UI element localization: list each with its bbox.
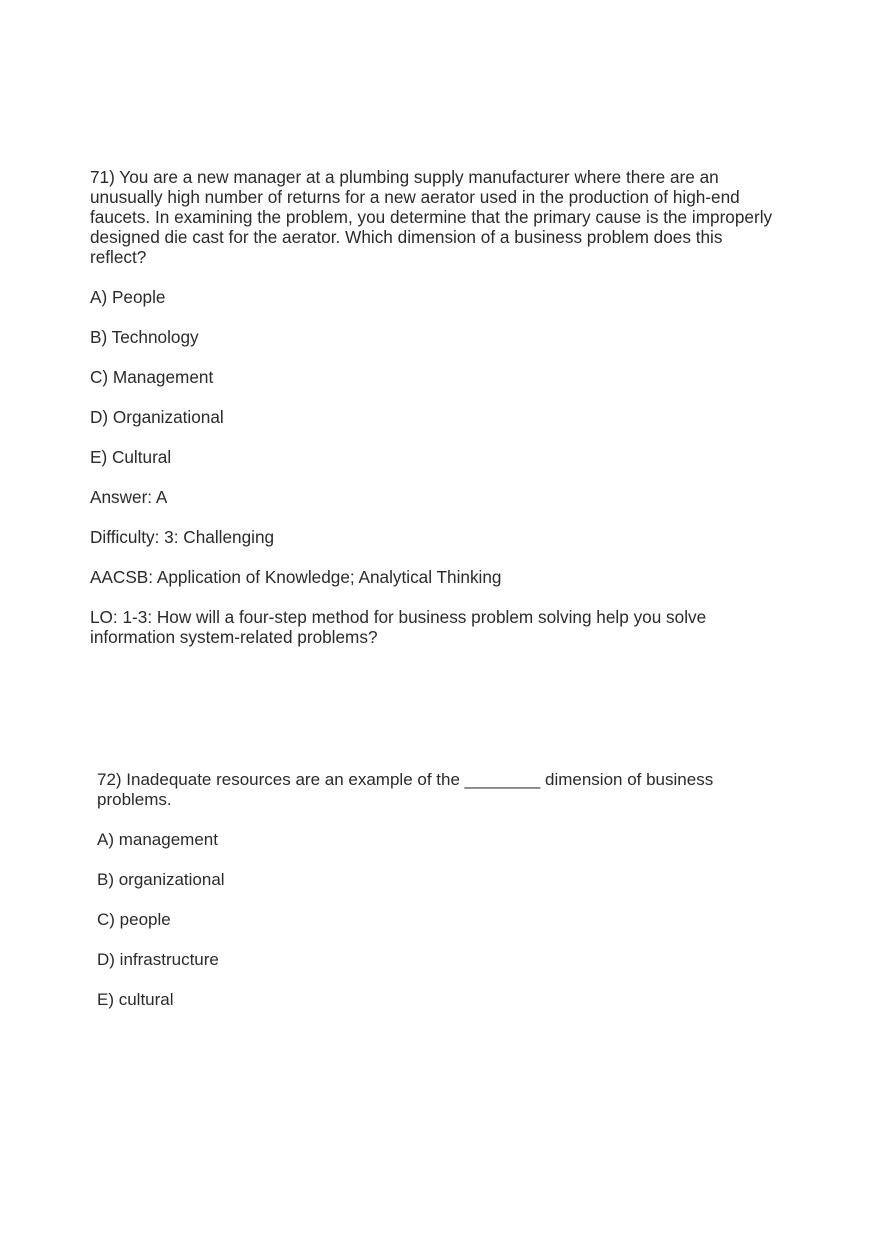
question-72-stem-line: 72) Inadequate resources are an example of the ________ dimension of business [97, 770, 714, 789]
question-71-lo-line: LO: 1-3: How will a four-step method for business problem solving help you solve [90, 607, 707, 627]
question-71-option-d: D) Organizational [90, 407, 224, 427]
question-72-option-a: A) management [97, 830, 218, 849]
question-71-stem-line: unusually high number of returns for a new aerator used in the production of high-end [90, 187, 740, 207]
question-71-stem [90, 167, 790, 267]
question-72 [97, 770, 777, 1010]
question-71-stem-line: 71) You are a new manager at a plumbing supply manufacturer where there are an [90, 167, 719, 187]
question-71-stem-line: designed die cast for the aerator. Which dimension of a business problem does this [90, 227, 723, 247]
question-71-option-e: E) Cultural [90, 447, 172, 467]
question-72-option-d: D) infrastructure [97, 950, 219, 969]
question-72-stem-line: problems. [97, 790, 172, 809]
question-71-aacsb: AACSB: Application of Knowledge; Analytical Thinking [90, 567, 502, 587]
question-71-stem-line: reflect? [90, 247, 147, 267]
question-72-option-e: E) cultural [97, 990, 174, 1009]
question-72-option-c: C) people [97, 910, 171, 929]
question-71-lo-line: information system-related problems? [90, 627, 378, 647]
question-71-option-b: B) Technology [90, 327, 199, 347]
question-71 [90, 167, 790, 647]
question-72-stem [97, 770, 777, 810]
question-71-option-a: A) People [90, 287, 166, 307]
question-71-stem-line: faucets. In examining the problem, you determine that the primary cause is the improperly [90, 207, 773, 227]
question-72-option-b: B) organizational [97, 870, 225, 889]
question-71-difficulty: Difficulty: 3: Challenging [90, 527, 275, 547]
question-71-option-c: C) Management [90, 367, 214, 387]
question-71-learning-objective [90, 607, 790, 647]
question-71-answer: Answer: A [90, 487, 168, 507]
